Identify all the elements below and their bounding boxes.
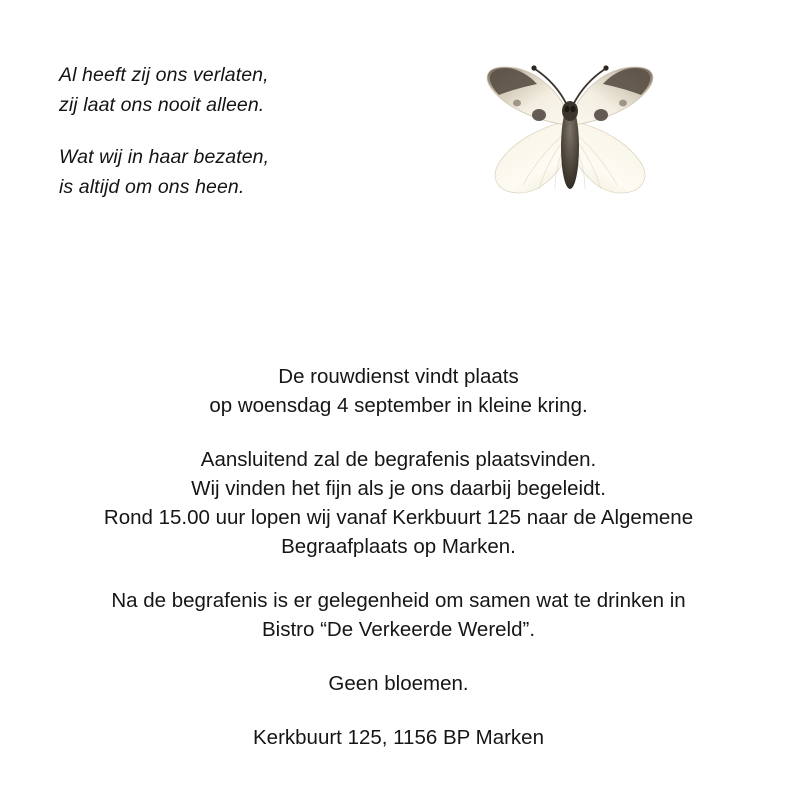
reception-paragraph [0, 586, 797, 644]
announcement-text [0, 362, 797, 752]
text-line: Kerkbuurt 125, 1156 BP Marken [253, 726, 544, 749]
text-line: Geen bloemen. [328, 672, 469, 695]
text-line: De rouwdienst vindt plaats [278, 365, 519, 388]
text-line: op woensdag 4 september in kleine kring. [209, 394, 588, 417]
poem-line: zij laat ons nooit alleen. [59, 94, 265, 116]
poem-stanza [59, 142, 419, 202]
butterfly-image [455, 55, 685, 210]
poem-block [59, 60, 419, 202]
burial-paragraph [0, 445, 797, 561]
service-paragraph [0, 362, 797, 420]
text-line: Wij vinden het fijn als je ons daarbij begeleidt. [191, 477, 606, 500]
poem-line: is altijd om ons heen. [59, 176, 245, 198]
poem-line: Wat wij in haar bezaten, [59, 146, 270, 168]
address-paragraph [0, 723, 797, 752]
poem-line: Al heeft zij ons verlaten, [59, 64, 269, 86]
text-line: Bistro “De Verkeerde Wereld”. [261, 618, 536, 641]
no-flowers-paragraph [0, 669, 797, 698]
text-line: Rond 15.00 uur lopen wij vanaf Kerkbuurt 125 naar de Algemene [103, 506, 694, 529]
text-line: Begraafplaats op Marken. [281, 535, 516, 558]
text-line: Na de begrafenis is er gelegenheid om samen wat te drinken in [111, 589, 686, 612]
text-line: Aansluitend zal de begrafenis plaatsvinden. [200, 448, 597, 471]
poem-stanza [59, 60, 419, 120]
